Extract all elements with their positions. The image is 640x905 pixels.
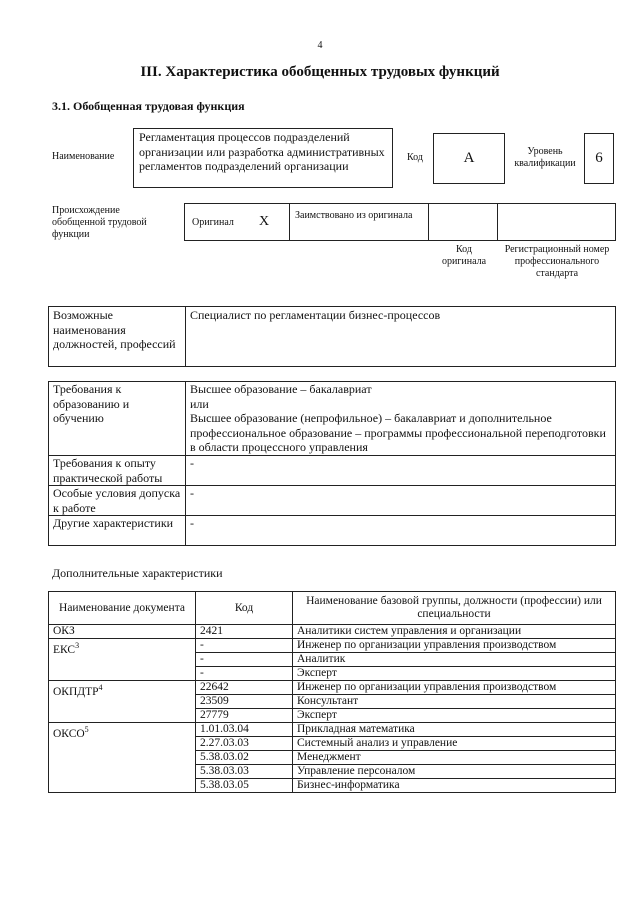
name-cell: Менеджмент bbox=[293, 751, 616, 765]
reg-number-caption: Регистрационный номер профессионального стандарта bbox=[504, 244, 610, 279]
code-value: А bbox=[463, 150, 475, 166]
function-name-value: Регламентация процессов подразделений организации или разработка административных регламентов подразделений организации bbox=[139, 130, 385, 173]
doc-cell bbox=[49, 723, 196, 793]
code-cell: - bbox=[196, 667, 293, 681]
level-value: 6 bbox=[595, 150, 603, 166]
origin-divider-2 bbox=[428, 203, 429, 241]
requirement-row bbox=[49, 382, 616, 456]
name-cell: Прикладная математика bbox=[293, 723, 616, 737]
level-label: Уровень квалификации bbox=[514, 146, 576, 169]
page-number: 4 bbox=[317, 40, 323, 51]
name-cell: Эксперт bbox=[293, 667, 616, 681]
origin-divider-3 bbox=[497, 203, 498, 241]
name-cell: Аналитик bbox=[293, 653, 616, 667]
code-cell: 23509 bbox=[196, 695, 293, 709]
original-label: Оригинал bbox=[192, 217, 234, 228]
footnote-ref: 5 bbox=[84, 725, 89, 734]
name-cell: Системный анализ и управление bbox=[293, 737, 616, 751]
origin-divider-1 bbox=[289, 203, 290, 241]
positions-table bbox=[48, 306, 616, 367]
code-cell: 2.27.03.03 bbox=[196, 737, 293, 751]
additional-title: Дополнительные характеристики bbox=[52, 566, 223, 580]
requirement-value: - bbox=[186, 516, 616, 546]
header-code: Код bbox=[196, 592, 293, 625]
table-row bbox=[49, 723, 616, 737]
requirement-label: Требования к образованию и обучению bbox=[49, 382, 186, 456]
header-row bbox=[49, 592, 616, 625]
requirement-row bbox=[49, 516, 616, 546]
requirement-label: Другие характеристики bbox=[49, 516, 186, 546]
requirement-value: - bbox=[186, 456, 616, 486]
code-cell: 27779 bbox=[196, 709, 293, 723]
subsection-title: 3.1. Обобщенная трудовая функция bbox=[52, 99, 245, 113]
origin-box bbox=[184, 203, 616, 241]
requirement-line: Высшее образование – бакалавриат bbox=[190, 382, 372, 396]
code-cell: 5.38.03.03 bbox=[196, 765, 293, 779]
name-cell: Эксперт bbox=[293, 709, 616, 723]
requirement-line: или bbox=[190, 396, 209, 411]
code-cell: 22642 bbox=[196, 681, 293, 695]
name-label: Наименование bbox=[52, 151, 115, 162]
name-cell: Аналитики систем управления и организации bbox=[293, 625, 616, 639]
footnote-ref: 3 bbox=[75, 641, 80, 650]
requirement-row bbox=[49, 456, 616, 486]
name-cell: Инженер по организации управления производством bbox=[293, 681, 616, 695]
origin-label: Происхождение обобщенной трудовой функции bbox=[52, 205, 147, 240]
requirement-row bbox=[49, 486, 616, 516]
requirements-table bbox=[48, 381, 616, 546]
header-name: Наименование базовой группы, должности (профессии) или специальности bbox=[293, 592, 616, 625]
level-value-box bbox=[584, 133, 614, 184]
doc-name: ОКПДТР bbox=[53, 685, 99, 698]
doc-cell bbox=[49, 639, 196, 681]
borrowed-label: Заимствовано из оригинала bbox=[295, 210, 413, 221]
requirement-value: - bbox=[186, 486, 616, 516]
additional-table bbox=[48, 591, 616, 793]
code-cell: - bbox=[196, 653, 293, 667]
code-cell: 2421 bbox=[196, 625, 293, 639]
table-row bbox=[49, 639, 616, 653]
footnote-ref: 4 bbox=[98, 683, 103, 692]
requirement-label: Особые условия допуска к работе bbox=[49, 486, 186, 516]
doc-name: ОКСО bbox=[53, 727, 85, 740]
code-cell: 5.38.03.02 bbox=[196, 751, 293, 765]
header-document: Наименование документа bbox=[49, 592, 196, 625]
doc-cell bbox=[49, 681, 196, 723]
function-name-box bbox=[133, 128, 393, 188]
name-cell: Бизнес-информатика bbox=[293, 779, 616, 793]
code-cell: - bbox=[196, 639, 293, 653]
table-row bbox=[49, 625, 616, 639]
doc-name: ЕКС bbox=[53, 643, 76, 656]
code-value-box bbox=[433, 133, 505, 184]
requirement-value bbox=[186, 382, 616, 456]
section-title: III. Характеристика обобщенных трудовых функций bbox=[140, 64, 500, 80]
original-code-caption: Код оригинала bbox=[441, 244, 487, 267]
code-label: Код bbox=[407, 152, 423, 163]
doc-cell bbox=[49, 625, 196, 639]
name-cell: Управление персоналом bbox=[293, 765, 616, 779]
original-mark: Х bbox=[259, 214, 270, 229]
code-cell: 5.38.03.05 bbox=[196, 779, 293, 793]
requirement-line: Высшее образование (непрофильное) – бакалавриат и дополнительное профессиональное образование – программы профессиональной переподготовки в области процессного управления bbox=[190, 411, 606, 454]
name-cell: Инженер по организации управления производством bbox=[293, 639, 616, 653]
positions-row bbox=[49, 307, 616, 367]
requirement-label: Требования к опыту практической работы bbox=[49, 456, 186, 486]
name-cell: Консультант bbox=[293, 695, 616, 709]
table-row bbox=[49, 681, 616, 695]
positions-value: Специалист по регламентации бизнес-процессов bbox=[186, 307, 616, 367]
doc-name: ОКЗ bbox=[53, 625, 75, 637]
positions-label: Возможные наименования должностей, профессий bbox=[49, 307, 186, 367]
code-cell: 1.01.03.04 bbox=[196, 723, 293, 737]
